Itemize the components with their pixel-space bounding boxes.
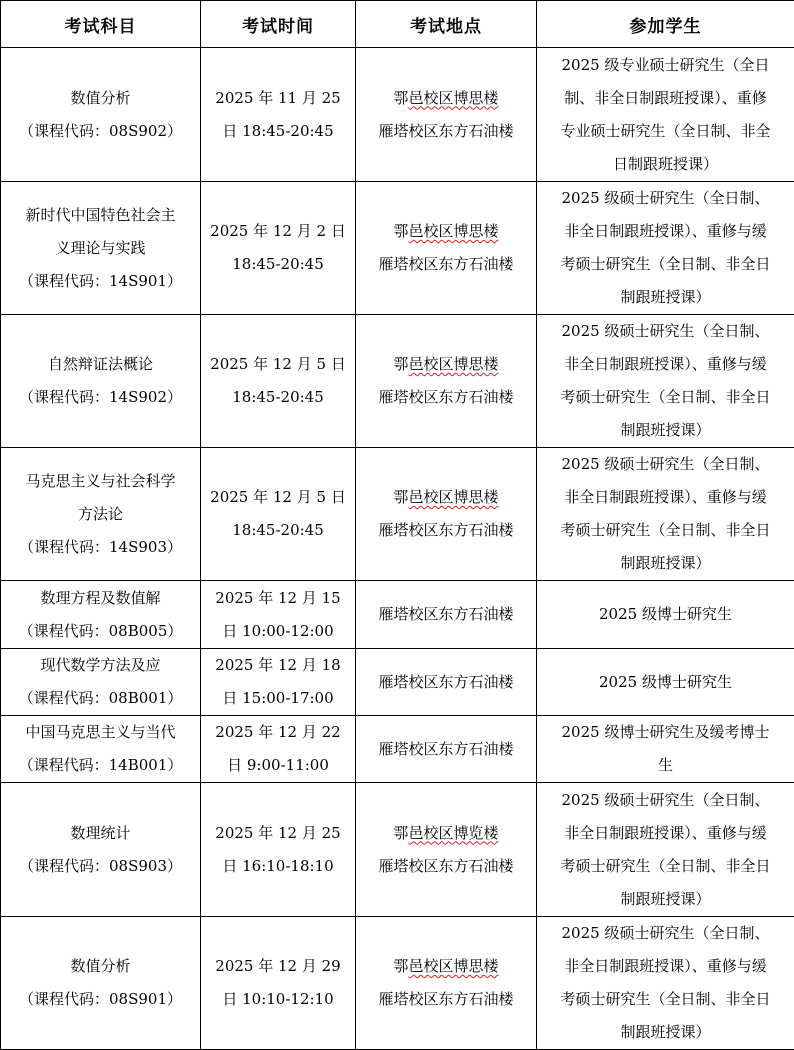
- students-line: 非全日制跟班授课）、重修与缓: [541, 215, 790, 248]
- spellcheck-underline: 邑校区博思楼: [409, 488, 499, 506]
- students-line: 2025 级博士研究生: [541, 598, 790, 631]
- location-line: 鄠邑校区博览楼: [360, 817, 532, 850]
- subject-cell: [1, 581, 201, 649]
- location-line: 雁塔校区东方石油楼: [360, 248, 532, 281]
- location-line: 雁塔校区东方石油楼: [360, 514, 532, 547]
- spellcheck-underline: 邑校区博思楼: [409, 957, 499, 975]
- students-line: 考硕士研究生（全日制、非全日: [541, 850, 790, 883]
- students-line: 2025 级硕士研究生（全日制、: [541, 448, 790, 481]
- subject-cell: [1, 716, 201, 783]
- students-line: 日制跟班授课）: [541, 148, 790, 181]
- time-line: 2025 年 12 月 5 日: [205, 348, 351, 381]
- location-line: 雁塔校区东方石油楼: [360, 983, 532, 1016]
- time-line: 日 16:10-18:10: [205, 850, 351, 883]
- subject-line: 数值分析: [5, 82, 196, 115]
- time-line: 日 15:00-17:00: [205, 682, 351, 715]
- time-line: 18:45-20:45: [205, 381, 351, 414]
- time-cell: [201, 315, 356, 448]
- time-line: 日 9:00-11:00: [205, 749, 351, 782]
- subject-line: 义理论与实践: [5, 232, 196, 265]
- students-line: 2025 级硕士研究生（全日制、: [541, 784, 790, 817]
- location-line: 鄠邑校区博思楼: [360, 348, 532, 381]
- students-line: 非全日制跟班授课）、重修与缓: [541, 817, 790, 850]
- header-row: [1, 1, 794, 48]
- table-row: [1, 917, 794, 1050]
- table-row: [1, 448, 794, 581]
- location-line: 雁塔校区东方石油楼: [360, 666, 532, 699]
- time-line: 日 10:10-12:10: [205, 983, 351, 1016]
- time-cell: [201, 581, 356, 649]
- students-line: 非全日制跟班授课）、重修与缓: [541, 348, 790, 381]
- students-line: 生: [541, 749, 790, 782]
- time-line: 2025 年 12 月 2 日: [205, 215, 351, 248]
- subject-line: （课程代码：14S903）: [5, 531, 196, 564]
- students-line: 2025 级硕士研究生（全日制、: [541, 182, 790, 215]
- students-line: 2025 级博士研究生: [541, 666, 790, 699]
- subject-cell: [1, 917, 201, 1050]
- table-row: [1, 716, 794, 783]
- subject-line: （课程代码：08S901）: [5, 983, 196, 1016]
- subject-line: 自然辩证法概论: [5, 348, 196, 381]
- time-cell: [201, 649, 356, 716]
- subject-cell: [1, 182, 201, 315]
- location-cell: [356, 716, 537, 783]
- subject-cell: [1, 783, 201, 917]
- table-row: [1, 649, 794, 716]
- subject-line: （课程代码：08B001）: [5, 682, 196, 715]
- students-line: 专业硕士研究生（全日制、非全: [541, 115, 790, 148]
- table-row: [1, 182, 794, 315]
- students-cell: [537, 48, 794, 182]
- location-line: 雁塔校区东方石油楼: [360, 598, 532, 631]
- header-students: 参加学生: [537, 1, 794, 48]
- header-subject: 考试科目: [1, 1, 201, 48]
- location-cell: [356, 182, 537, 315]
- subject-line: 方法论: [5, 498, 196, 531]
- location-line: 雁塔校区东方石油楼: [360, 850, 532, 883]
- students-line: 制、非全日制跟班授课）、重修: [541, 82, 790, 115]
- subject-line: 中国马克思主义与当代: [5, 716, 196, 749]
- subject-cell: [1, 48, 201, 182]
- subject-cell: [1, 315, 201, 448]
- location-cell: [356, 649, 537, 716]
- time-cell: [201, 448, 356, 581]
- table-row: [1, 783, 794, 917]
- location-line: 鄠邑校区博思楼: [360, 82, 532, 115]
- time-line: 2025 年 11 月 25: [205, 82, 351, 115]
- students-line: 2025 级硕士研究生（全日制、: [541, 315, 790, 348]
- subject-line: 数理方程及数值解: [5, 582, 196, 615]
- students-cell: [537, 783, 794, 917]
- time-cell: [201, 182, 356, 315]
- header-time: 考试时间: [201, 1, 356, 48]
- location-cell: [356, 783, 537, 917]
- location-line: 雁塔校区东方石油楼: [360, 115, 532, 148]
- students-cell: [537, 315, 794, 448]
- students-line: 考硕士研究生（全日制、非全日: [541, 514, 790, 547]
- table-row: [1, 315, 794, 448]
- students-line: 制跟班授课）: [541, 1016, 790, 1049]
- students-cell: [537, 182, 794, 315]
- subject-line: 数值分析: [5, 950, 196, 983]
- students-line: 考硕士研究生（全日制、非全日: [541, 983, 790, 1016]
- students-line: 2025 级博士研究生及缓考博士: [541, 716, 790, 749]
- students-line: 制跟班授课）: [541, 883, 790, 916]
- time-line: 2025 年 12 月 25: [205, 817, 351, 850]
- students-cell: [537, 716, 794, 783]
- time-line: 2025 年 12 月 15: [205, 582, 351, 615]
- students-line: 制跟班授课）: [541, 414, 790, 447]
- location-line: 鄠邑校区博思楼: [360, 950, 532, 983]
- students-line: 2025 级硕士研究生（全日制、: [541, 917, 790, 950]
- time-line: 18:45-20:45: [205, 514, 351, 547]
- time-cell: [201, 783, 356, 917]
- subject-line: （课程代码：08S902）: [5, 115, 196, 148]
- students-line: 制跟班授课）: [541, 281, 790, 314]
- table-header: [1, 1, 794, 48]
- subject-cell: [1, 448, 201, 581]
- spellcheck-underline: 邑校区博览楼: [409, 824, 499, 842]
- students-line: 非全日制跟班授课）、重修与缓: [541, 481, 790, 514]
- students-line: 2025 级专业硕士研究生（全日: [541, 49, 790, 82]
- spellcheck-underline: 邑校区博思楼: [409, 355, 499, 373]
- time-line: 2025 年 12 月 29: [205, 950, 351, 983]
- subject-line: 新时代中国特色社会主: [5, 199, 196, 232]
- students-cell: [537, 448, 794, 581]
- table-body: [1, 48, 794, 1050]
- location-cell: [356, 315, 537, 448]
- subject-cell: [1, 649, 201, 716]
- time-cell: [201, 917, 356, 1050]
- time-line: 2025 年 12 月 22: [205, 716, 351, 749]
- time-cell: [201, 48, 356, 182]
- students-line: 制跟班授课）: [541, 547, 790, 580]
- time-line: 18:45-20:45: [205, 248, 351, 281]
- students-line: 考硕士研究生（全日制、非全日: [541, 248, 790, 281]
- subject-line: （课程代码：08S903）: [5, 850, 196, 883]
- students-line: 非全日制跟班授课）、重修与缓: [541, 950, 790, 983]
- table-row: [1, 48, 794, 182]
- location-line: 雁塔校区东方石油楼: [360, 381, 532, 414]
- students-cell: [537, 649, 794, 716]
- location-line: 鄠邑校区博思楼: [360, 481, 532, 514]
- students-cell: [537, 917, 794, 1050]
- location-cell: [356, 48, 537, 182]
- header-location: 考试地点: [356, 1, 537, 48]
- time-line: 2025 年 12 月 5 日: [205, 481, 351, 514]
- students-line: 考硕士研究生（全日制、非全日: [541, 381, 790, 414]
- subject-line: 马克思主义与社会科学: [5, 465, 196, 498]
- time-line: 2025 年 12 月 18: [205, 649, 351, 682]
- spellcheck-underline: 邑校区博思楼: [409, 222, 499, 240]
- table-row: [1, 581, 794, 649]
- students-cell: [537, 581, 794, 649]
- location-line: 雁塔校区东方石油楼: [360, 733, 532, 766]
- time-cell: [201, 716, 356, 783]
- location-cell: [356, 581, 537, 649]
- subject-line: （课程代码：14B001）: [5, 749, 196, 782]
- location-line: 鄠邑校区博思楼: [360, 215, 532, 248]
- location-cell: [356, 917, 537, 1050]
- subject-line: （课程代码：14S902）: [5, 381, 196, 414]
- subject-line: 数理统计: [5, 817, 196, 850]
- spellcheck-underline: 邑校区博思楼: [409, 89, 499, 107]
- location-cell: [356, 448, 537, 581]
- subject-line: （课程代码：08B005）: [5, 615, 196, 648]
- subject-line: （课程代码：14S901）: [5, 265, 196, 298]
- time-line: 日 18:45-20:45: [205, 115, 351, 148]
- time-line: 日 10:00-12:00: [205, 615, 351, 648]
- subject-line: 现代数学方法及应: [5, 649, 196, 682]
